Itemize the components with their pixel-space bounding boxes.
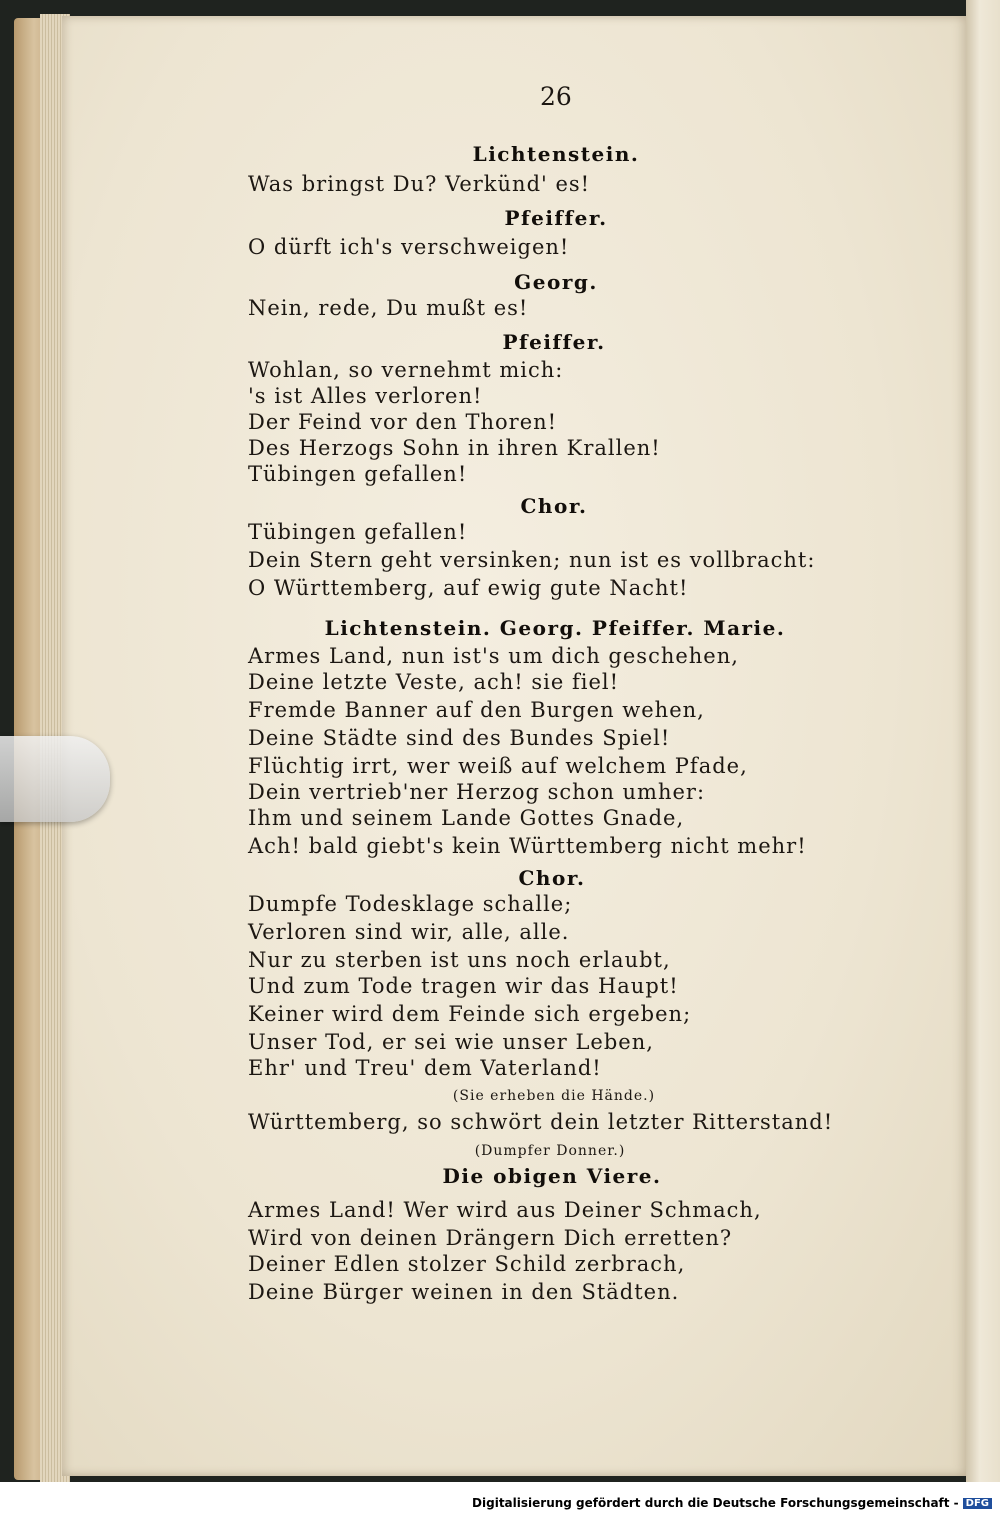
verse-line: Und zum Tode tragen wir das Haupt!	[248, 974, 679, 998]
facing-page-edge	[966, 0, 1000, 1482]
verse-line: Nur zu sterben ist uns noch erlaubt,	[248, 948, 671, 972]
verse-line: Deiner Edlen stolzer Schild zerbrach,	[248, 1252, 686, 1276]
verse-line: Keiner wird dem Feinde sich ergeben;	[248, 1002, 692, 1026]
verse-line: Tübingen gefallen!	[248, 462, 468, 486]
verse-line: Dein Stern geht versinken; nun ist es vollbracht:	[248, 548, 816, 572]
verse-line: Ihm und seinem Lande Gottes Gnade,	[248, 806, 685, 830]
speaker-heading: Pfeiffer.	[502, 330, 606, 354]
verse-line: Armes Land, nun ist's um dich geschehen,	[248, 644, 739, 668]
verse-line: Wohlan, so vernehmt mich:	[248, 358, 564, 382]
verse-line: Dein vertrieb'ner Herzog schon umher:	[248, 780, 706, 804]
verse-line: Fremde Banner auf den Burgen wehen,	[248, 698, 705, 722]
speaker-heading: Lichtenstein. Georg. Pfeiffer. Marie.	[324, 616, 786, 640]
verse-line: Deine Städte sind des Bundes Spiel!	[248, 726, 671, 750]
dfg-logo: DFG	[963, 1498, 992, 1509]
verse-line: Verloren sind wir, alle, alle.	[248, 920, 570, 944]
verse-line: O dürft ich's verschweigen!	[248, 235, 570, 259]
verse-line: Württemberg, so schwört dein letzter Ritterstand!	[248, 1110, 834, 1134]
verse-line: Was bringst Du? Verkünd' es!	[248, 172, 591, 196]
verse-line: Dumpfe Todesklage schalle;	[248, 892, 573, 916]
page-clip	[0, 736, 110, 822]
stage-direction: (Sie erheben die Hände.)	[452, 1088, 656, 1104]
scan-credit-text: Digitalisierung gefördert durch die Deutsche Forschungsgemeinschaft -	[472, 1496, 959, 1510]
scan-credit	[472, 1496, 992, 1510]
stage-direction: (Dumpfer Donner.)	[474, 1143, 626, 1159]
verse-line: Nein, rede, Du mußt es!	[248, 296, 529, 320]
verse-line: Tübingen gefallen!	[248, 520, 468, 544]
speaker-heading: Die obigen Viere.	[442, 1164, 662, 1188]
verse-line: Unser Tod, er sei wie unser Leben,	[248, 1030, 654, 1054]
speaker-heading: Pfeiffer.	[504, 206, 608, 230]
verse-line: Wird von deinen Drängern Dich erretten?	[248, 1226, 733, 1250]
page-number: 26	[540, 82, 572, 111]
verse-line: 's ist Alles verloren!	[248, 384, 483, 408]
speaker-heading: Lichtenstein.	[472, 142, 640, 166]
verse-line: Deine Bürger weinen in den Städten.	[248, 1280, 680, 1304]
verse-line: Ach! bald giebt's kein Württemberg nicht mehr!	[248, 834, 807, 858]
verse-line: Der Feind vor den Thoren!	[248, 410, 558, 434]
verse-line: Armes Land! Wer wird aus Deiner Schmach,	[248, 1198, 762, 1222]
verse-line: Ehr' und Treu' dem Vaterland!	[248, 1056, 602, 1080]
speaker-heading: Chor.	[518, 866, 586, 890]
verse-line: Flüchtig irrt, wer weiß auf welchem Pfade,	[248, 754, 748, 778]
speaker-heading: Chor.	[520, 494, 588, 518]
verse-line: O Württemberg, auf ewig gute Nacht!	[248, 576, 689, 600]
verse-line: Deine letzte Veste, ach! sie fiel!	[248, 670, 620, 694]
verse-line: Des Herzogs Sohn in ihren Krallen!	[248, 436, 661, 460]
speaker-heading: Georg.	[514, 270, 598, 294]
